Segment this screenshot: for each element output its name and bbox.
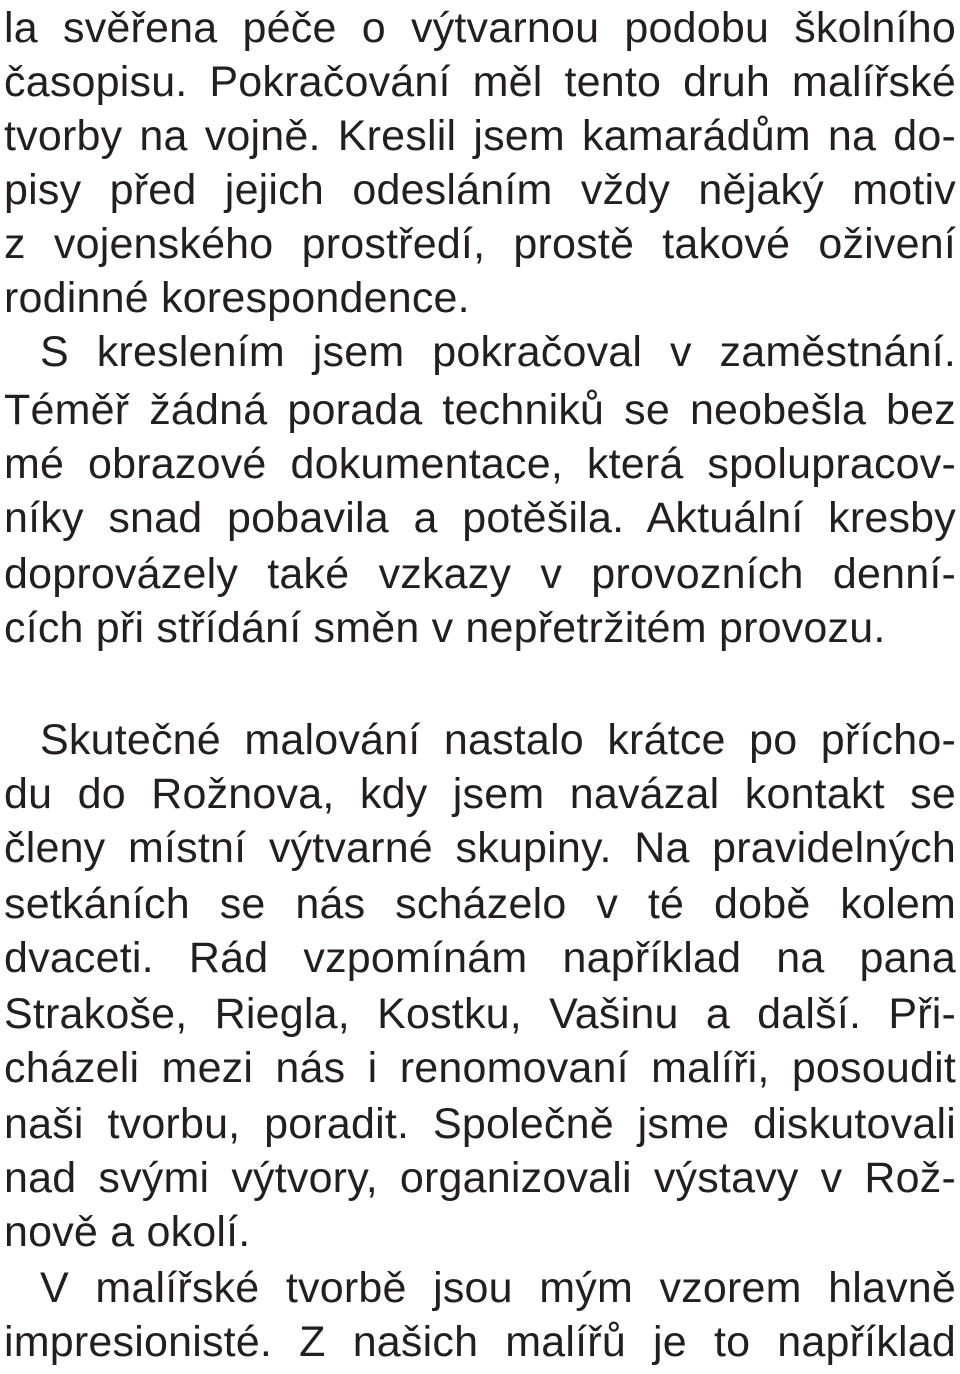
text-line: dvaceti. Rád vzpomínám například na pana xyxy=(4,934,956,982)
text-line: impresionisté. Z našich malířů je to například xyxy=(4,1318,956,1366)
text-line: la svěřena péče o výtvarnou podobu školního xyxy=(4,4,956,52)
text-line: S kreslením jsem pokračoval v zaměstnání. xyxy=(40,328,956,376)
text-line: setkáních se nás scházelo v té době kolem xyxy=(4,880,956,928)
text-line: doprovázely také vzkazy v provozních denní- xyxy=(4,550,956,598)
text-line: tvorby na vojně. Kreslil jsem kamarádům na do- xyxy=(4,112,956,160)
text-line: V malířské tvorbě jsou mým vzorem hlavně xyxy=(40,1264,956,1312)
text-line: časopisu. Pokračování měl tento druh malířské xyxy=(4,58,956,106)
text-line: mé obrazové dokumentace, která spolupracov- xyxy=(4,440,956,488)
text-line: členy místní výtvarné skupiny. Na pravidelných xyxy=(4,824,956,872)
text-line: cích při střídání směn v nepřetržitém provozu. xyxy=(4,604,886,652)
text-line: Skutečné malování nastalo krátce po přícho- xyxy=(40,716,956,764)
text-line: du do Rožnova, kdy jsem navázal kontakt se xyxy=(4,770,956,818)
text-line: Téměř žádná porada techniků se neobešla bez xyxy=(4,386,956,434)
text-line: nad svými výtvory, organizovali výstavy v Rož- xyxy=(4,1154,956,1202)
text-line: pisy před jejich odesláním vždy nějaký motiv xyxy=(4,166,956,214)
text-line: cházeli mezi nás i renomovaní malíři, posoudit xyxy=(4,1044,956,1092)
text-line: nově a okolí. xyxy=(4,1208,251,1256)
text-line: Strakoše, Riegla, Kostku, Vašinu a další. Při- xyxy=(4,990,956,1038)
text-line: naši tvorbu, poradit. Společně jsme diskutovali xyxy=(4,1100,956,1148)
text-line: z vojenského prostředí, prostě takové oživení xyxy=(4,220,956,268)
text-line: rodinné korespondence. xyxy=(4,274,470,322)
text-line: níky snad pobavila a potěšila. Aktuální kresby xyxy=(4,494,956,542)
